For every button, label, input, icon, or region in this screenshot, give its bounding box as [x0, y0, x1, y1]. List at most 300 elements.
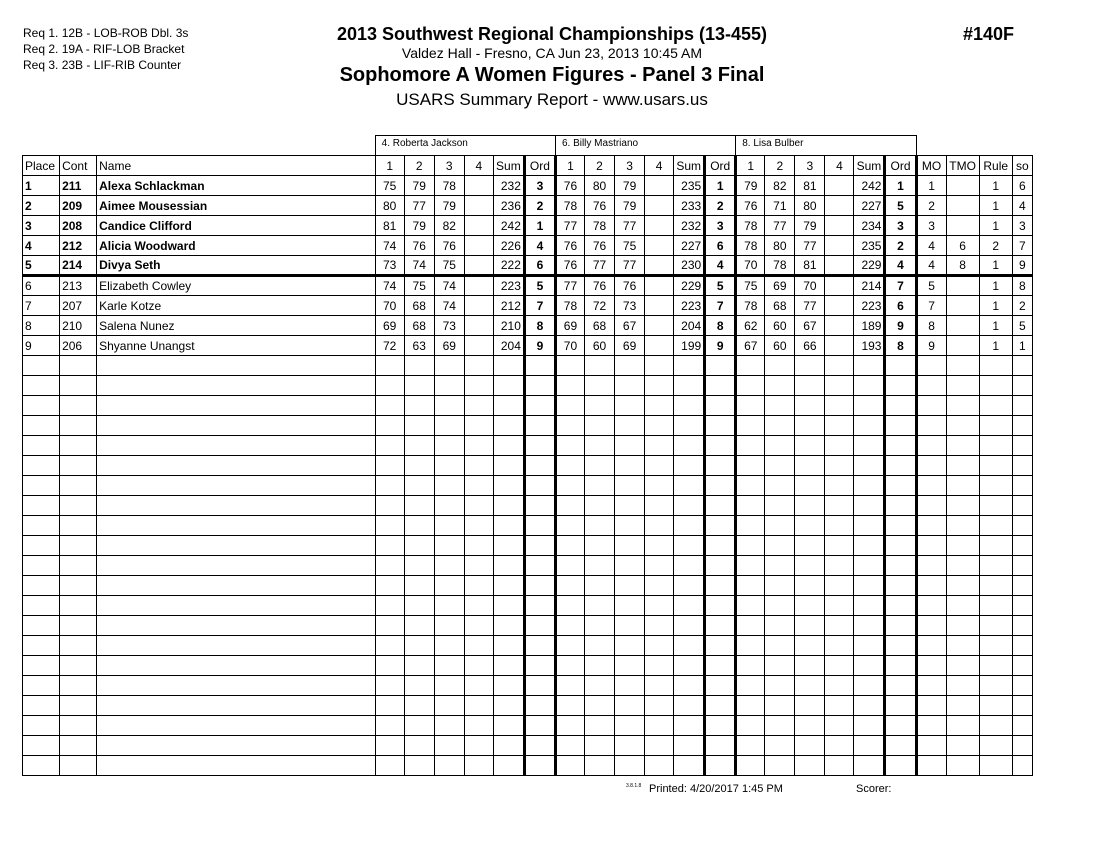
- empty-cell: [946, 516, 979, 536]
- empty-cell: [946, 396, 979, 416]
- empty-cell: [23, 536, 60, 556]
- empty-cell: [825, 556, 854, 576]
- cont-cell: 208: [60, 216, 97, 236]
- empty-row: [23, 656, 1033, 676]
- mark-cell: 72: [375, 336, 404, 356]
- empty-cell: [916, 396, 946, 416]
- empty-cell: [404, 596, 434, 616]
- empty-cell: [555, 656, 584, 676]
- sum-cell: 193: [854, 336, 885, 356]
- empty-cell: [434, 356, 464, 376]
- sum-cell: 204: [674, 316, 705, 336]
- ord-cell: 2: [705, 196, 736, 216]
- empty-cell: [916, 756, 946, 776]
- empty-cell: [854, 716, 885, 736]
- mark-cell: [464, 276, 493, 296]
- mark-cell: [645, 316, 674, 336]
- rule-cell: 1: [979, 336, 1012, 356]
- empty-cell: [825, 396, 854, 416]
- empty-cell: [705, 516, 736, 536]
- empty-cell: [615, 436, 645, 456]
- empty-cell: [765, 556, 795, 576]
- empty-cell: [825, 756, 854, 776]
- empty-cell: [674, 676, 705, 696]
- ord-cell: 7: [885, 276, 916, 296]
- empty-cell: [97, 676, 376, 696]
- empty-cell: [524, 516, 555, 536]
- event-number: #140F: [963, 24, 1015, 44]
- ord-cell: 2: [524, 196, 555, 216]
- scorer-label: Scorer:: [856, 783, 892, 795]
- empty-cell: [404, 636, 434, 656]
- sum-cell: 232: [674, 216, 705, 236]
- mark-header: 3: [434, 156, 464, 176]
- mark-header: 1: [375, 156, 404, 176]
- empty-cell: [493, 656, 524, 676]
- empty-row: [23, 516, 1033, 536]
- rule-header: Rule: [979, 156, 1012, 176]
- empty-cell: [375, 736, 404, 756]
- mark-cell: 80: [375, 196, 404, 216]
- empty-cell: [705, 676, 736, 696]
- empty-cell: [60, 356, 97, 376]
- empty-cell: [585, 636, 615, 656]
- empty-row: [23, 596, 1033, 616]
- empty-cell: [765, 516, 795, 536]
- empty-cell: [493, 456, 524, 476]
- mark-cell: [825, 216, 854, 236]
- empty-cell: [916, 716, 946, 736]
- cont-cell: 206: [60, 336, 97, 356]
- mark-header: 4: [645, 156, 674, 176]
- sum-cell: 214: [854, 276, 885, 296]
- empty-cell: [97, 656, 376, 676]
- empty-cell: [795, 736, 825, 756]
- empty-cell: [464, 636, 493, 656]
- empty-cell: [60, 416, 97, 436]
- mark-cell: [645, 176, 674, 196]
- empty-cell: [946, 456, 979, 476]
- skater-name: Alexa Schlackman: [97, 176, 376, 196]
- tmo-cell: [946, 336, 979, 356]
- empty-cell: [825, 496, 854, 516]
- ord-cell: 7: [524, 296, 555, 316]
- mark-cell: 60: [585, 336, 615, 356]
- empty-cell: [375, 396, 404, 416]
- empty-row: [23, 696, 1033, 716]
- tmo-cell: [946, 216, 979, 236]
- empty-cell: [736, 556, 765, 576]
- empty-cell: [795, 656, 825, 676]
- empty-cell: [615, 356, 645, 376]
- empty-cell: [795, 436, 825, 456]
- empty-cell: [946, 736, 979, 756]
- empty-cell: [555, 396, 584, 416]
- empty-cell: [555, 636, 584, 656]
- empty-cell: [404, 356, 434, 376]
- empty-cell: [705, 596, 736, 616]
- ord-cell: 5: [524, 276, 555, 296]
- mark-cell: 81: [795, 176, 825, 196]
- empty-cell: [916, 516, 946, 536]
- mark-cell: 62: [736, 316, 765, 336]
- empty-cell: [493, 696, 524, 716]
- empty-cell: [375, 536, 404, 556]
- empty-cell: [60, 576, 97, 596]
- empty-cell: [524, 416, 555, 436]
- mark-cell: 73: [434, 316, 464, 336]
- empty-cell: [705, 396, 736, 416]
- mark-cell: 73: [615, 296, 645, 316]
- empty-cell: [524, 596, 555, 616]
- ord-header: Ord: [524, 156, 555, 176]
- mark-cell: 72: [585, 296, 615, 316]
- mark-cell: 78: [736, 296, 765, 316]
- empty-cell: [404, 656, 434, 676]
- empty-cell: [375, 376, 404, 396]
- empty-cell: [493, 396, 524, 416]
- mark-cell: 70: [555, 336, 584, 356]
- empty-cell: [946, 616, 979, 636]
- mark-cell: 81: [795, 256, 825, 276]
- empty-cell: [585, 456, 615, 476]
- empty-cell: [524, 436, 555, 456]
- ord-cell: 8: [524, 316, 555, 336]
- empty-cell: [885, 556, 916, 576]
- empty-cell: [674, 596, 705, 616]
- empty-cell: [736, 596, 765, 616]
- tmo-cell: 8: [946, 256, 979, 276]
- mark-cell: 74: [375, 236, 404, 256]
- empty-cell: [916, 576, 946, 596]
- empty-cell: [23, 416, 60, 436]
- empty-cell: [645, 716, 674, 736]
- place-header: Place: [23, 156, 60, 176]
- printed-timestamp: Printed: 4/20/2017 1:45 PM: [649, 783, 783, 795]
- empty-cell: [524, 356, 555, 376]
- empty-cell: [464, 396, 493, 416]
- sum-cell: 204: [493, 336, 524, 356]
- empty-cell: [979, 696, 1012, 716]
- empty-cell: [885, 676, 916, 696]
- table-row: [23, 176, 1033, 196]
- empty-cell: [979, 356, 1012, 376]
- empty-cell: [946, 756, 979, 776]
- empty-cell: [765, 376, 795, 396]
- requirements-list: [23, 25, 188, 73]
- empty-cell: [854, 636, 885, 656]
- empty-cell: [765, 676, 795, 696]
- empty-cell: [434, 596, 464, 616]
- empty-cell: [434, 656, 464, 676]
- empty-cell: [615, 556, 645, 576]
- empty-cell: [979, 596, 1012, 616]
- empty-row: [23, 616, 1033, 636]
- empty-cell: [615, 696, 645, 716]
- empty-cell: [23, 696, 60, 716]
- mark-cell: 71: [765, 196, 795, 216]
- empty-cell: [375, 556, 404, 576]
- mark-cell: [464, 176, 493, 196]
- mark-cell: 60: [765, 316, 795, 336]
- empty-cell: [705, 376, 736, 396]
- empty-row: [23, 436, 1033, 456]
- sum-header: Sum: [674, 156, 705, 176]
- mark-cell: 77: [765, 216, 795, 236]
- ord-cell: 8: [705, 316, 736, 336]
- empty-cell: [524, 396, 555, 416]
- empty-cell: [1012, 536, 1032, 556]
- empty-cell: [585, 596, 615, 616]
- mark-cell: 79: [434, 196, 464, 216]
- empty-cell: [97, 416, 376, 436]
- empty-cell: [916, 676, 946, 696]
- ord-header: Ord: [705, 156, 736, 176]
- empty-cell: [885, 456, 916, 476]
- mark-header: 4: [464, 156, 493, 176]
- empty-cell: [375, 596, 404, 616]
- empty-cell: [23, 576, 60, 596]
- mark-cell: 68: [404, 296, 434, 316]
- empty-cell: [404, 676, 434, 696]
- empty-cell: [1012, 676, 1032, 696]
- empty-cell: [585, 556, 615, 576]
- empty-cell: [493, 616, 524, 636]
- empty-cell: [1012, 576, 1032, 596]
- mo-cell: 2: [916, 196, 946, 216]
- empty-cell: [765, 656, 795, 676]
- empty-row: [23, 356, 1033, 376]
- empty-cell: [885, 616, 916, 636]
- empty-cell: [464, 436, 493, 456]
- empty-cell: [555, 516, 584, 536]
- skater-name: Candice Clifford: [97, 216, 376, 236]
- empty-cell: [60, 556, 97, 576]
- sum-cell: 210: [493, 316, 524, 336]
- skater-name: Karle Kotze: [97, 296, 376, 316]
- empty-cell: [1012, 556, 1032, 576]
- empty-cell: [979, 556, 1012, 576]
- empty-cell: [705, 696, 736, 716]
- empty-cell: [854, 616, 885, 636]
- rule-cell: 1: [979, 256, 1012, 276]
- empty-cell: [1012, 736, 1032, 756]
- rule-cell: 1: [979, 276, 1012, 296]
- empty-cell: [645, 696, 674, 716]
- empty-cell: [555, 496, 584, 516]
- empty-cell: [674, 376, 705, 396]
- table-row: [23, 236, 1033, 256]
- empty-cell: [585, 716, 615, 736]
- empty-cell: [585, 536, 615, 556]
- empty-cell: [825, 656, 854, 676]
- empty-cell: [434, 556, 464, 576]
- mark-cell: [645, 336, 674, 356]
- empty-cell: [524, 616, 555, 636]
- empty-cell: [493, 376, 524, 396]
- empty-cell: [404, 496, 434, 516]
- empty-cell: [854, 536, 885, 556]
- empty-cell: [493, 676, 524, 696]
- table-row: [23, 256, 1033, 276]
- mark-cell: 75: [736, 276, 765, 296]
- table-row: [23, 336, 1033, 356]
- empty-cell: [464, 756, 493, 776]
- empty-cell: [404, 696, 434, 716]
- empty-cell: [375, 416, 404, 436]
- empty-cell: [464, 616, 493, 636]
- venue-line: Valdez Hall - Fresno, CA Jun 23, 2013 10:45 AM: [401, 45, 703, 61]
- empty-cell: [434, 516, 464, 536]
- empty-cell: [585, 656, 615, 676]
- empty-cell: [979, 756, 1012, 776]
- empty-cell: [493, 476, 524, 496]
- mark-header: 4: [825, 156, 854, 176]
- empty-cell: [854, 736, 885, 756]
- sum-cell: 242: [493, 216, 524, 236]
- empty-cell: [645, 356, 674, 376]
- empty-cell: [60, 616, 97, 636]
- empty-cell: [885, 576, 916, 596]
- sum-cell: 227: [674, 236, 705, 256]
- empty-cell: [555, 456, 584, 476]
- empty-cell: [493, 716, 524, 736]
- mark-cell: 78: [736, 216, 765, 236]
- empty-cell: [97, 756, 376, 776]
- ord-cell: 5: [885, 196, 916, 216]
- empty-cell: [854, 556, 885, 576]
- mark-header: 3: [795, 156, 825, 176]
- mark-cell: 77: [795, 236, 825, 256]
- empty-cell: [1012, 696, 1032, 716]
- empty-cell: [585, 676, 615, 696]
- empty-cell: [705, 576, 736, 596]
- sum-cell: 236: [493, 196, 524, 216]
- empty-cell: [375, 516, 404, 536]
- mark-cell: 66: [795, 336, 825, 356]
- empty-cell: [979, 716, 1012, 736]
- empty-cell: [765, 496, 795, 516]
- empty-cell: [60, 376, 97, 396]
- empty-cell: [885, 736, 916, 756]
- empty-cell: [674, 616, 705, 636]
- mark-cell: 75: [375, 176, 404, 196]
- empty-cell: [1012, 616, 1032, 636]
- mark-cell: 78: [555, 296, 584, 316]
- empty-cell: [60, 656, 97, 676]
- empty-cell: [524, 556, 555, 576]
- cont-cell: 212: [60, 236, 97, 256]
- so-cell: 7: [1012, 236, 1032, 256]
- empty-cell: [555, 476, 584, 496]
- empty-cell: [705, 356, 736, 376]
- empty-cell: [60, 496, 97, 516]
- mark-cell: 82: [434, 216, 464, 236]
- empty-cell: [825, 516, 854, 536]
- mark-cell: 76: [555, 236, 584, 256]
- skater-name: Salena Nunez: [97, 316, 376, 336]
- empty-cell: [1012, 716, 1032, 736]
- sum-cell: 235: [854, 236, 885, 256]
- empty-cell: [60, 436, 97, 456]
- mark-cell: [645, 276, 674, 296]
- ord-cell: 3: [705, 216, 736, 236]
- empty-cell: [615, 656, 645, 676]
- table-row: [23, 196, 1033, 216]
- empty-cell: [97, 396, 376, 416]
- empty-cell: [854, 376, 885, 396]
- empty-cell: [979, 576, 1012, 596]
- empty-cell: [825, 636, 854, 656]
- rule-cell: 1: [979, 296, 1012, 316]
- empty-cell: [645, 576, 674, 596]
- empty-cell: [585, 476, 615, 496]
- empty-row: [23, 736, 1033, 756]
- empty-cell: [854, 416, 885, 436]
- empty-cell: [555, 536, 584, 556]
- empty-cell: [404, 516, 434, 536]
- mark-cell: [645, 216, 674, 236]
- empty-cell: [404, 376, 434, 396]
- mark-cell: 79: [736, 176, 765, 196]
- mark-cell: 80: [795, 196, 825, 216]
- empty-cell: [493, 556, 524, 576]
- ord-cell: 5: [705, 276, 736, 296]
- empty-cell: [885, 416, 916, 436]
- empty-cell: [854, 396, 885, 416]
- empty-cell: [97, 716, 376, 736]
- empty-cell: [464, 576, 493, 596]
- empty-cell: [23, 516, 60, 536]
- mark-cell: 75: [434, 256, 464, 276]
- empty-row: [23, 496, 1033, 516]
- empty-cell: [979, 456, 1012, 476]
- empty-cell: [765, 596, 795, 616]
- empty-cell: [885, 596, 916, 616]
- sum-cell: 233: [674, 196, 705, 216]
- empty-cell: [674, 436, 705, 456]
- skater-name: Alicia Woodward: [97, 236, 376, 256]
- empty-cell: [765, 536, 795, 556]
- empty-cell: [60, 516, 97, 536]
- empty-cell: [916, 596, 946, 616]
- empty-cell: [979, 656, 1012, 676]
- sum-cell: 199: [674, 336, 705, 356]
- empty-cell: [1012, 516, 1032, 536]
- empty-cell: [916, 656, 946, 676]
- mark-cell: 76: [736, 196, 765, 216]
- tmo-cell: [946, 296, 979, 316]
- empty-cell: [585, 516, 615, 536]
- empty-cell: [916, 696, 946, 716]
- empty-cell: [674, 416, 705, 436]
- empty-cell: [795, 576, 825, 596]
- empty-row: [23, 716, 1033, 736]
- empty-cell: [585, 616, 615, 636]
- empty-cell: [524, 496, 555, 516]
- tmo-header: TMO: [946, 156, 979, 176]
- empty-cell: [23, 476, 60, 496]
- mo-cell: 5: [916, 276, 946, 296]
- empty-cell: [645, 496, 674, 516]
- empty-cell: [23, 676, 60, 696]
- empty-cell: [434, 716, 464, 736]
- empty-cell: [493, 496, 524, 516]
- empty-cell: [60, 596, 97, 616]
- requirement-1: Req 1. 12B - LOB-ROB Dbl. 3s: [23, 26, 189, 40]
- empty-cell: [1012, 596, 1032, 616]
- empty-cell: [1012, 496, 1032, 516]
